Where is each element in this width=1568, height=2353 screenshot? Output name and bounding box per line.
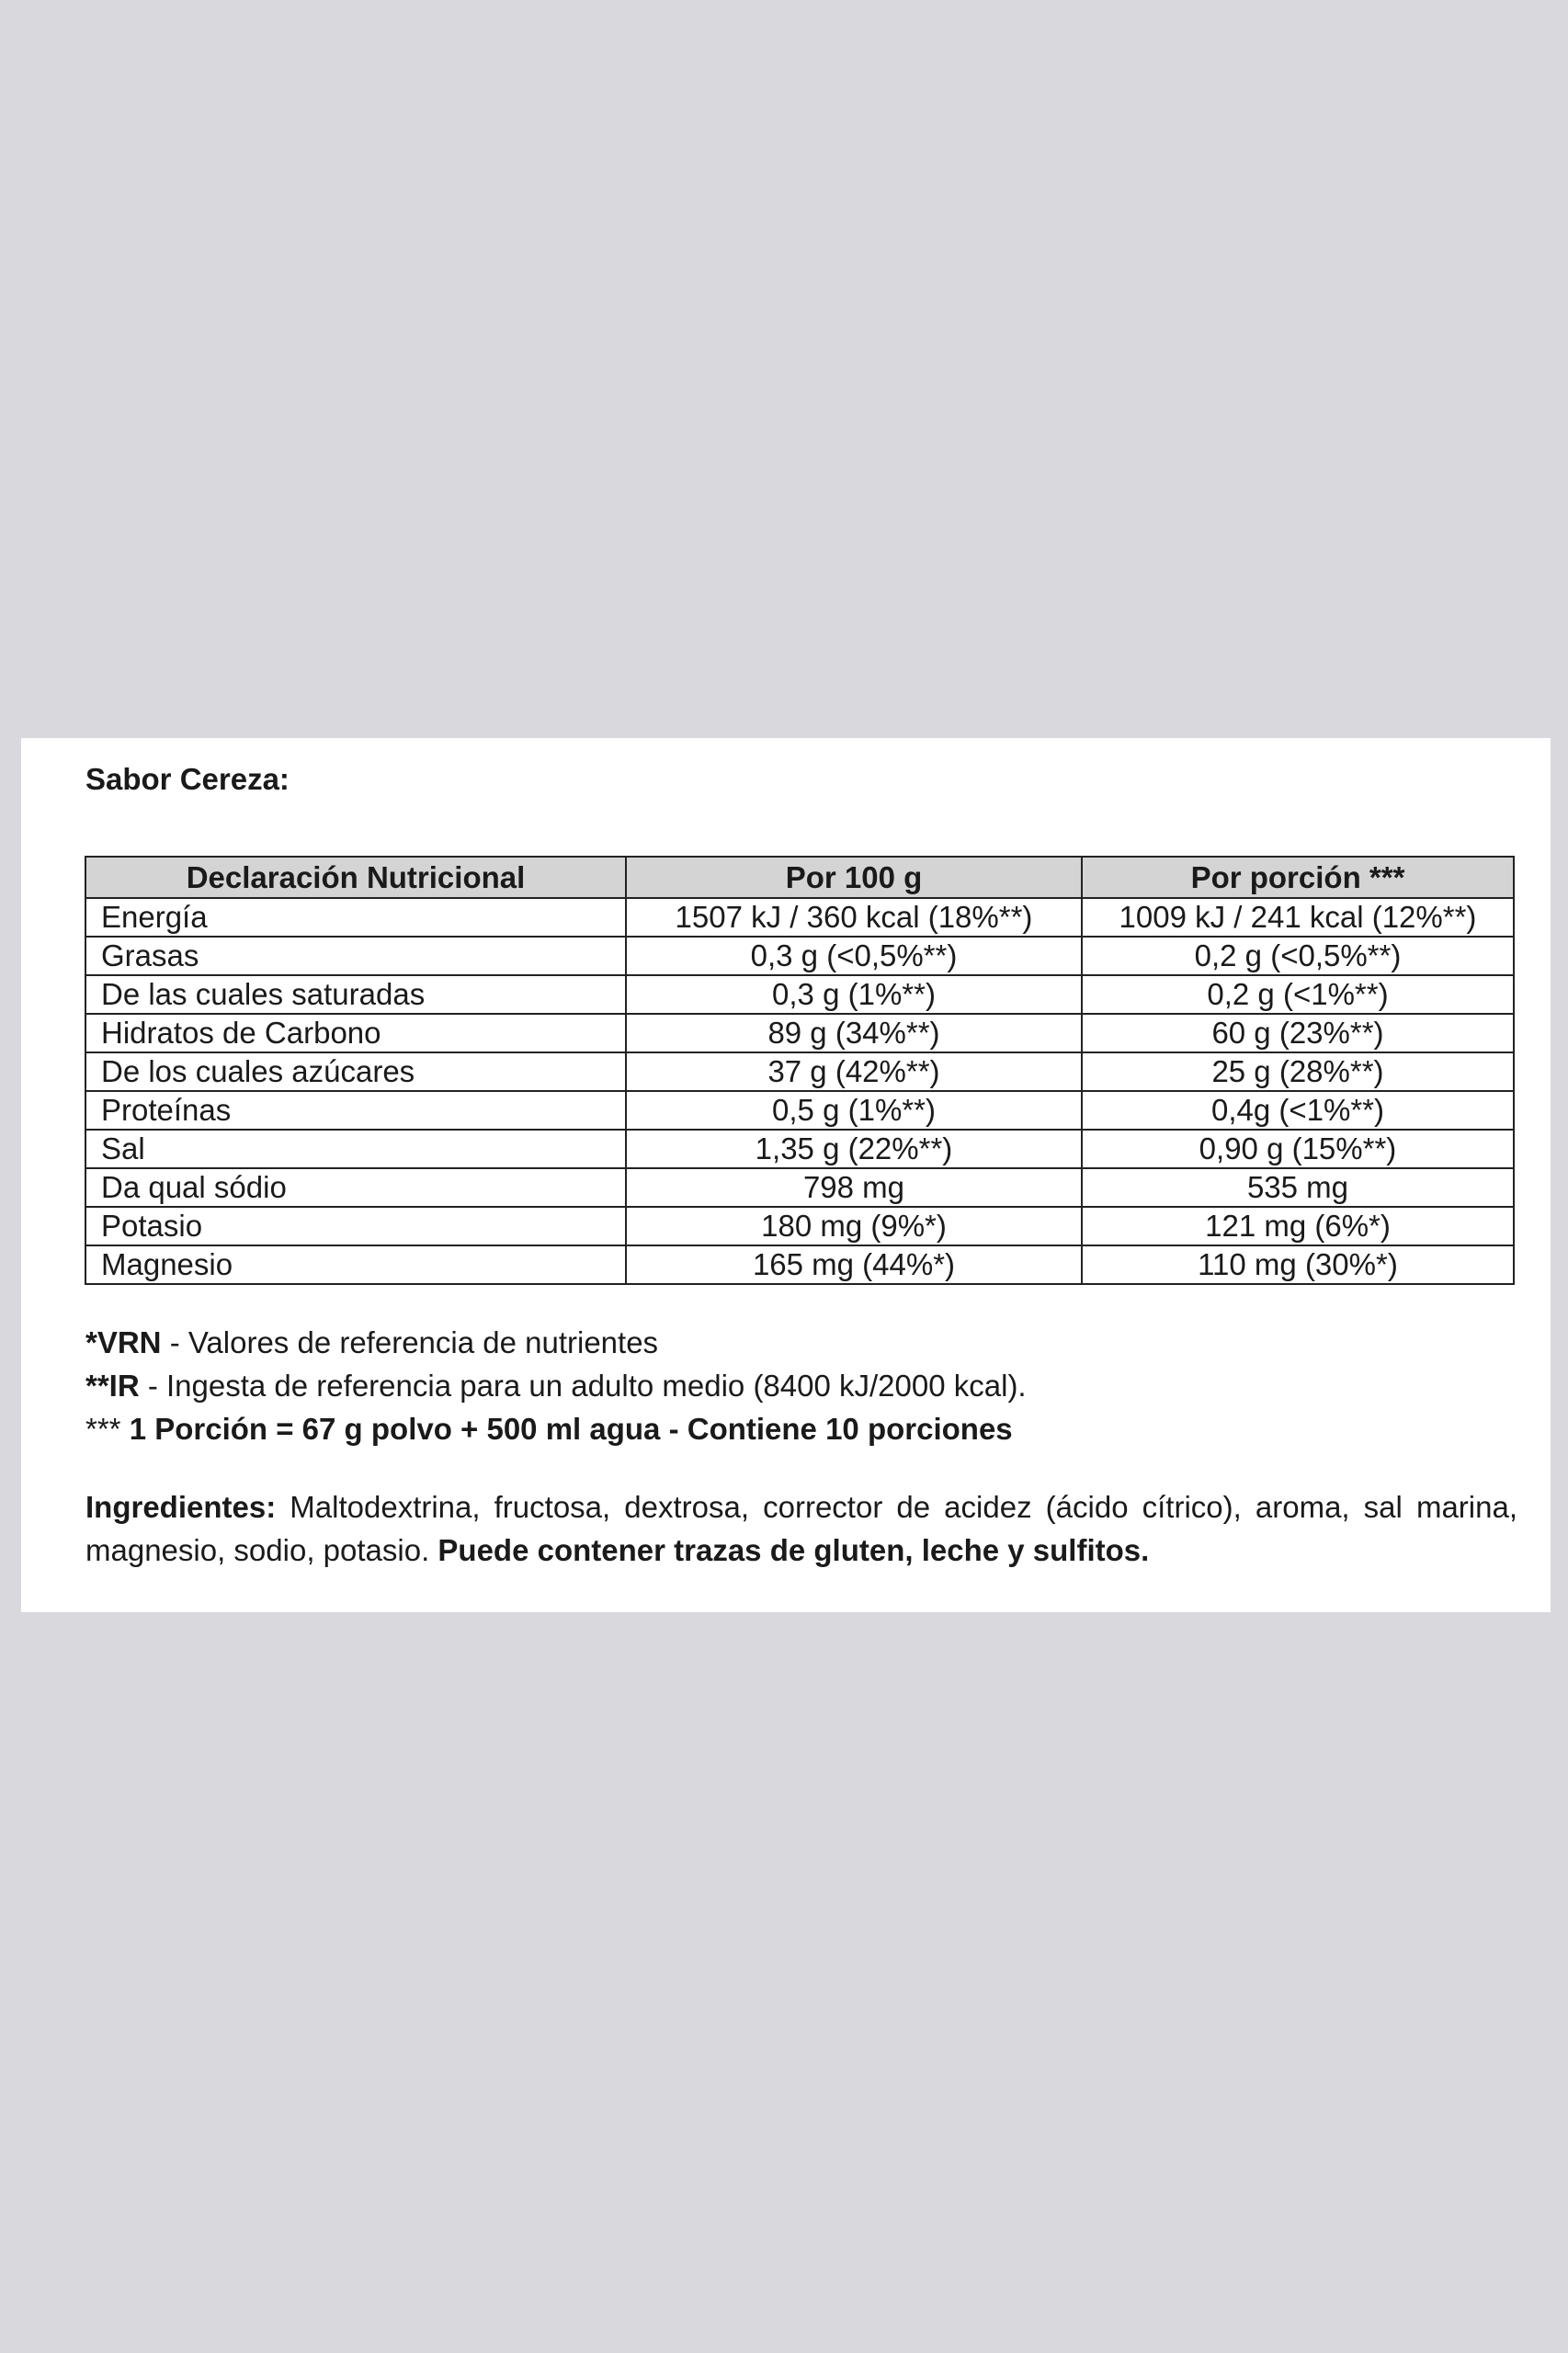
table-row	[85, 1245, 1514, 1284]
per-portion-value: 25 g (28%**)	[1082, 1052, 1514, 1091]
per-portion-value: 535 mg	[1082, 1168, 1514, 1207]
table-row	[85, 1091, 1514, 1130]
allergen-warning: Puede contener trazas de gluten, leche y sulfitos.	[437, 1533, 1150, 1567]
ingredients-paragraph	[85, 1485, 1517, 1572]
nutrition-table	[85, 856, 1515, 1285]
footnote-vrn-text: - Valores de referencia de nutrientes	[161, 1325, 659, 1359]
per-portion-value: 0,90 g (15%**)	[1082, 1130, 1514, 1168]
per-100g-value: 165 mg (44%*)	[626, 1245, 1082, 1284]
footnote-portion-prefix: ***	[85, 1412, 121, 1446]
footnote-portion-text: 1 Porción = 67 g polvo + 500 ml agua - Contiene 10 porciones	[120, 1412, 1013, 1446]
nutrient-name: Magnesio	[85, 1245, 626, 1284]
footnote-ir-label: **IR	[85, 1369, 140, 1403]
per-100g-value: 0,5 g (1%**)	[626, 1091, 1082, 1130]
table-row	[85, 1052, 1514, 1091]
nutrition-label-card	[21, 738, 1551, 1612]
ingredients-text: Maltodextrina, fructosa, dextrosa, corrector de acidez (ácido cítrico), aroma, sal marina, magnesio, sodio, potasio.	[85, 1490, 1517, 1567]
footnote-vrn-label: *VRN	[85, 1325, 162, 1359]
header-declaration: Declaración Nutricional	[85, 857, 626, 898]
nutrient-name: Potasio	[85, 1207, 626, 1245]
footnote-vrn	[85, 1321, 1027, 1364]
per-100g-value: 89 g (34%**)	[626, 1014, 1082, 1052]
nutrient-name: Grasas	[85, 937, 626, 975]
per-portion-value: 0,2 g (<0,5%**)	[1082, 937, 1514, 975]
per-portion-value: 0,4g (<1%**)	[1082, 1091, 1514, 1130]
table-row	[85, 898, 1514, 937]
table-row	[85, 1168, 1514, 1207]
table-row	[85, 975, 1514, 1014]
table-header-row	[85, 857, 1514, 898]
nutrient-name: Da qual sódio	[85, 1168, 626, 1207]
table-row	[85, 1207, 1514, 1245]
per-100g-value: 0,3 g (<0,5%**)	[626, 937, 1082, 975]
flavor-title: Sabor Cereza:	[85, 762, 290, 796]
nutrient-name: Hidratos de Carbono	[85, 1014, 626, 1052]
nutrient-name: De las cuales saturadas	[85, 975, 626, 1014]
per-100g-value: 180 mg (9%*)	[626, 1207, 1082, 1245]
footnote-portion	[85, 1407, 1027, 1450]
footnotes	[85, 1321, 1027, 1450]
nutrient-name: De los cuales azúcares	[85, 1052, 626, 1091]
per-100g-value: 37 g (42%**)	[626, 1052, 1082, 1091]
header-per-100g: Por 100 g	[626, 857, 1082, 898]
per-portion-value: 121 mg (6%*)	[1082, 1207, 1514, 1245]
per-100g-value: 1507 kJ / 360 kcal (18%**)	[626, 898, 1082, 937]
per-100g-value: 1,35 g (22%**)	[626, 1130, 1082, 1168]
per-portion-value: 1009 kJ / 241 kcal (12%**)	[1082, 898, 1514, 937]
per-portion-value: 110 mg (30%*)	[1082, 1245, 1514, 1284]
ingredients-label: Ingredientes:	[85, 1490, 277, 1524]
table-row	[85, 1014, 1514, 1052]
footnote-ir-text: - Ingesta de referencia para un adulto medio (8400 kJ/2000 kcal).	[139, 1369, 1027, 1403]
nutrient-name: Sal	[85, 1130, 626, 1168]
per-100g-value: 798 mg	[626, 1168, 1082, 1207]
per-portion-value: 60 g (23%**)	[1082, 1014, 1514, 1052]
nutrient-name: Proteínas	[85, 1091, 626, 1130]
table-row	[85, 937, 1514, 975]
per-100g-value: 0,3 g (1%**)	[626, 975, 1082, 1014]
footnote-ir	[85, 1364, 1027, 1407]
table-row	[85, 1130, 1514, 1168]
nutrient-name: Energía	[85, 898, 626, 937]
header-per-portion: Por porción ***	[1082, 857, 1514, 898]
per-portion-value: 0,2 g (<1%**)	[1082, 975, 1514, 1014]
